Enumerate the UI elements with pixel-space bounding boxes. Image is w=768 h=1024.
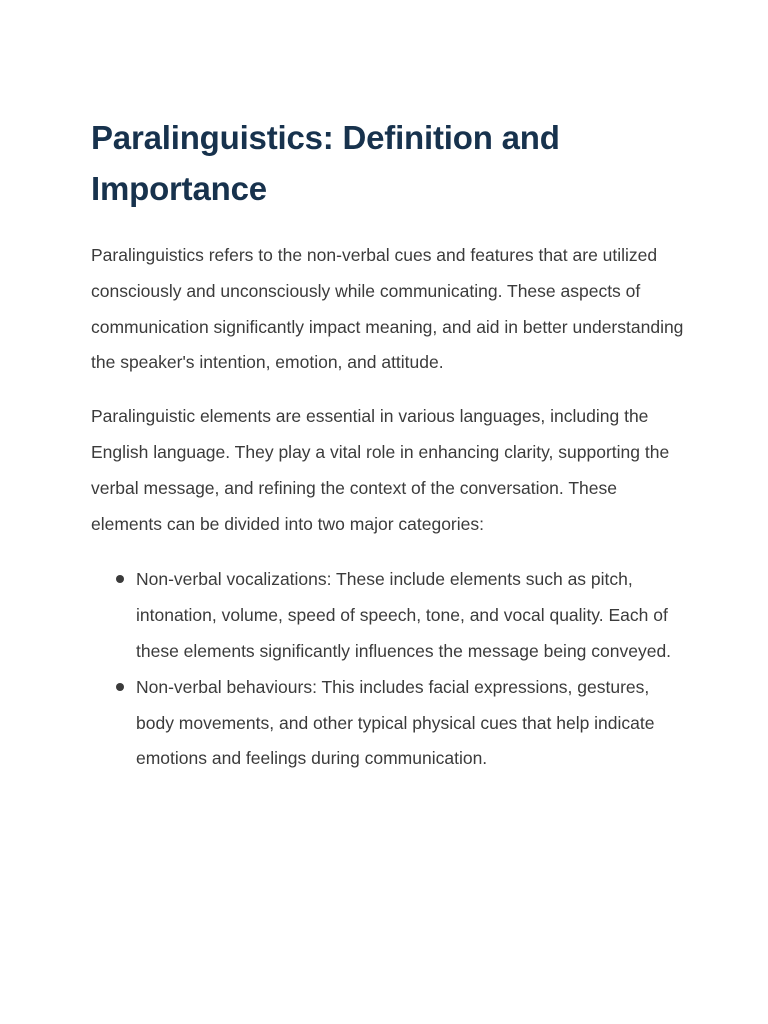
bullet-icon — [116, 683, 124, 691]
document-page — [91, 112, 691, 777]
bullet-icon — [116, 575, 124, 583]
categories-paragraph: Paralinguistic elements are essential in various languages, including the English language. They play a vital role in enhancing clarity, supporting the verbal message, and refining the context of the conversation. These elements can be divided into two major categories: — [91, 406, 670, 534]
categories-list — [91, 562, 691, 777]
list-item — [91, 670, 691, 777]
intro-paragraph: Paralinguistics refers to the non-verbal cues and features that are utilized consciously and unconsciously while communicating. These aspects of communication significantly impact meaning, and aid in better understanding the speaker's intention, emotion, and attitude. — [91, 245, 684, 373]
list-item-text: Non-verbal vocalizations: These include elements such as pitch, intonation, volume, speed of speech, tone, and vocal quality. Each of these elements significantly influences the message being conveyed. — [136, 569, 672, 661]
page-title: Paralinguistics: Definition and Importance — [91, 119, 560, 207]
list-item-text: Non-verbal behaviours: This includes facial expressions, gestures, body movements, and other typical physical cues that help indicate emotions and feelings during communication. — [136, 676, 655, 769]
list-item — [91, 562, 691, 669]
